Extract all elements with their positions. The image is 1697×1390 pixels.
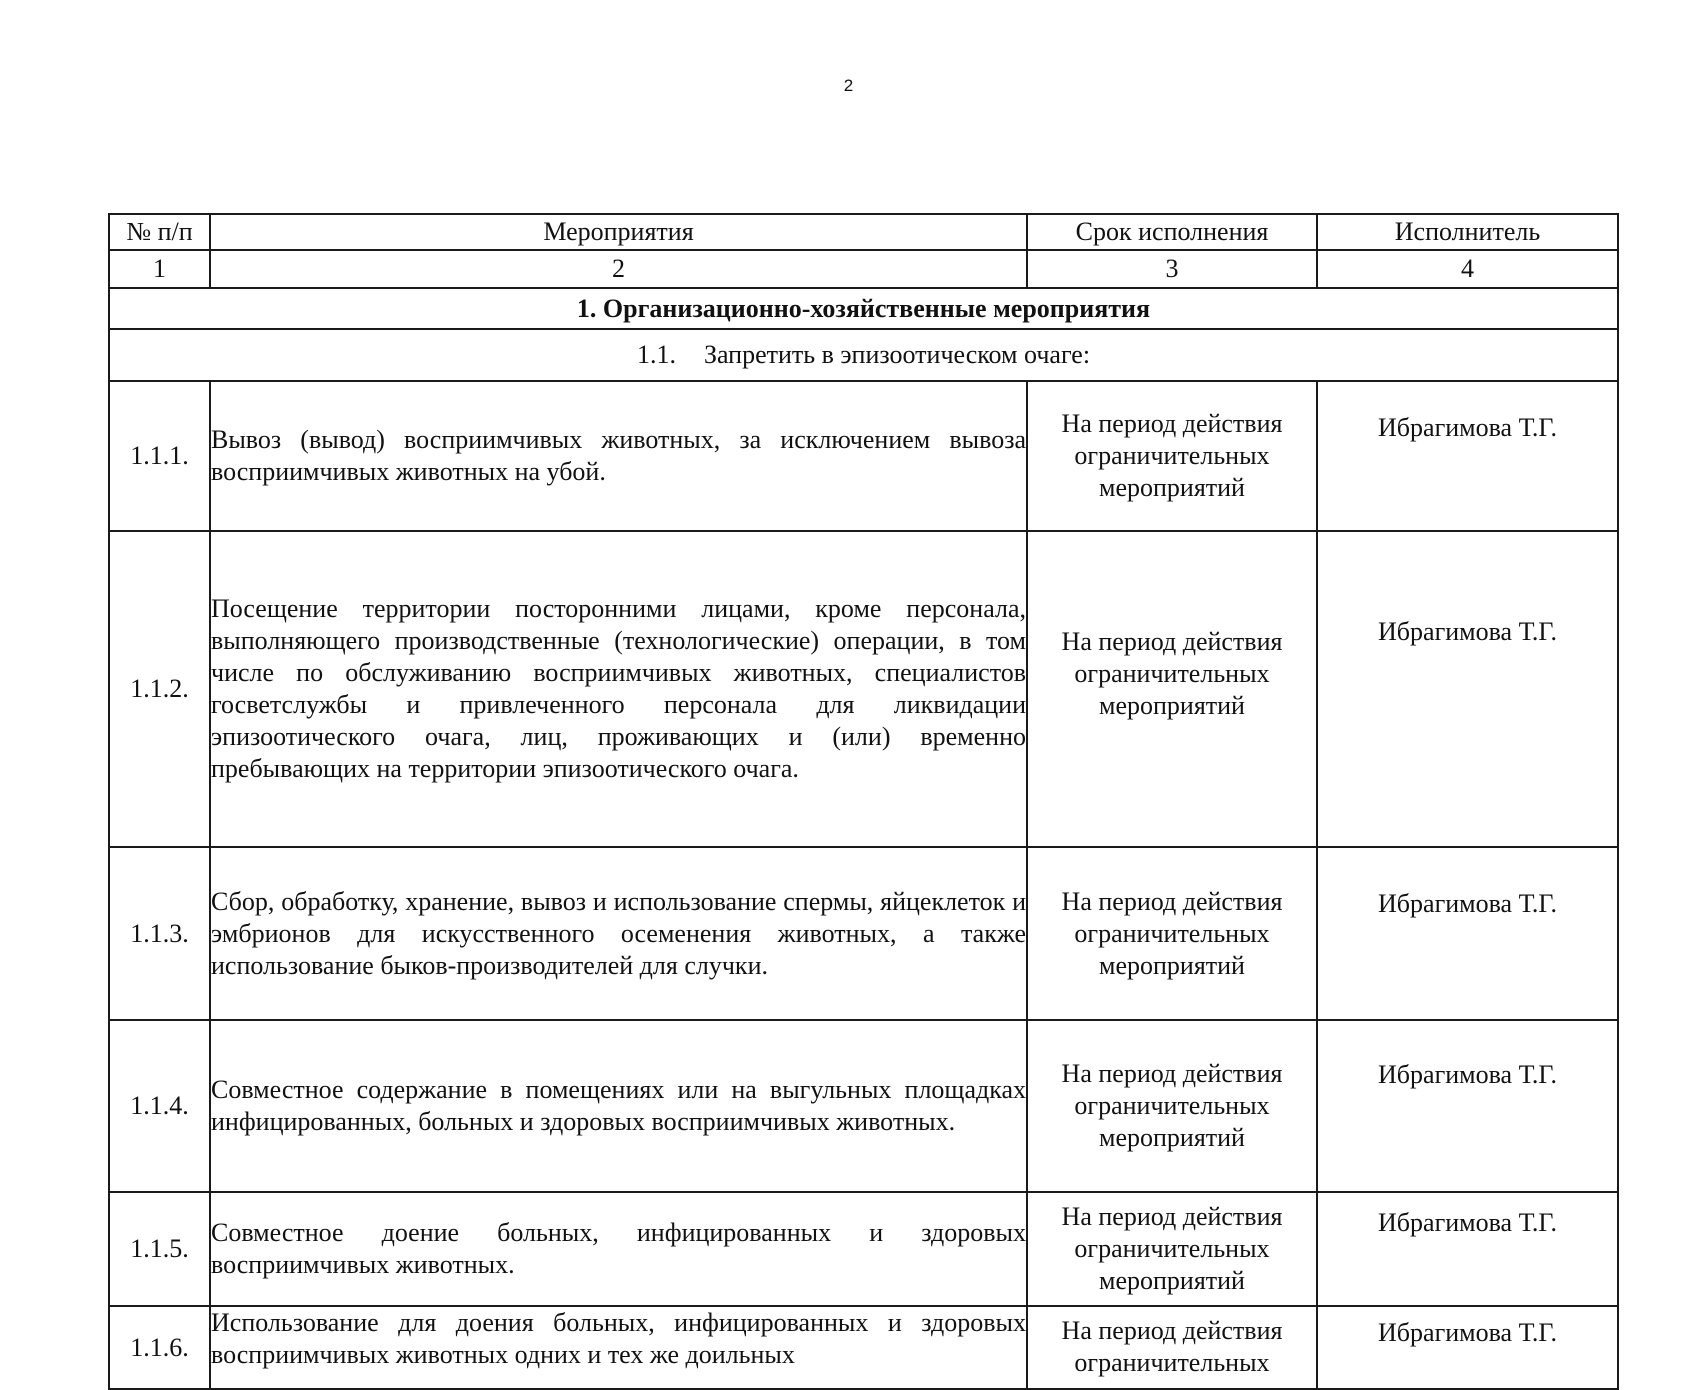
row-measure: Использование для доения больных, инфицированных и здоровых восприимчивых животных одних и тех же доильных [211,1308,1026,1369]
table-row [109,1192,1618,1306]
table-header-row [109,214,1618,250]
header-number: № п/п [109,214,210,250]
row-term: На период действия ограничительных мероприятий [1027,531,1317,847]
section-title: 1. Организационно-хозяйственные мероприятия [109,288,1618,329]
row-measure: Вывоз (вывод) восприимчивых животных, за исключением вывоза восприимчивых животных на убой. [210,381,1027,531]
subsection-title: Запретить в эпизоотическом очаге: [703,340,1091,369]
row-term-cell [1027,1306,1317,1389]
table-row [109,1306,1618,1389]
row-term: На период действия ограничительных мероприятий [1027,381,1317,531]
row-measure: Сбор, обработку, хранение, вывоз и использование спермы, яйцеклеток и эмбрионов для искусственного осеменения животных, а также использование быков-производителей для случки. [210,847,1027,1020]
row-measure: Совместное доение больных, инфицированных и здоровых восприимчивых животных. [210,1192,1027,1306]
table-row [109,1020,1618,1192]
row-number: 1.1.1. [109,381,210,531]
row-executor: Ибрагимова Т.Г. [1317,1192,1618,1306]
row-number: 1.1.4. [109,1020,210,1192]
measures-table [108,213,1619,1390]
row-measure: Совместное содержание в помещениях или на выгульных площадках инфицированных, больных и здоровых восприимчивых животных. [210,1020,1027,1192]
header-executor: Исполнитель [1317,214,1618,250]
row-term: На период действия ограничительных [1061,1315,1283,1377]
column-number: 4 [1317,250,1618,288]
row-term: На период действия ограничительных мероприятий [1027,1192,1317,1306]
row-executor: Ибрагимова Т.Г. [1317,847,1618,1020]
row-number: 1.1.5. [109,1192,210,1306]
row-term: На период действия ограничительных мероприятий [1027,1020,1317,1192]
column-number: 3 [1027,250,1317,288]
table-row [109,847,1618,1020]
table-row [109,381,1618,531]
header-measures: Мероприятия [210,214,1027,250]
row-term: На период действия ограничительных мероприятий [1027,847,1317,1020]
row-executor: Ибрагимова Т.Г. [1317,1020,1618,1192]
column-number: 1 [109,250,210,288]
row-measure: Посещение территории посторонними лицами, кроме персонала, выполняющего производственные (технологические) операции, в том числе по обслуживанию восприимчивых животных, специалистов госветслужбы и привлеченного персонала для ликвидации эпизоотического очага, лиц, проживающих и (или) временно пребывающих на территории эпизоотического очага. [210,531,1027,847]
row-number: 1.1.3. [109,847,210,1020]
page-number: 2 [843,76,854,95]
subsection-number: 1.1. [636,340,676,369]
table-row [109,531,1618,847]
column-number-row [109,250,1618,288]
header-term: Срок исполнения [1027,214,1317,250]
row-executor: Ибрагимова Т.Г. [1317,381,1618,531]
row-measure-cell [210,1306,1027,1389]
row-number: 1.1.2. [109,531,210,847]
column-number: 2 [210,250,1027,288]
row-executor: Ибрагимова Т.Г. [1317,1306,1618,1389]
section-row [109,288,1618,329]
row-number: 1.1.6. [109,1306,210,1389]
subsection-cell [109,329,1618,381]
subsection-row [109,329,1618,381]
row-executor: Ибрагимова Т.Г. [1317,531,1618,847]
